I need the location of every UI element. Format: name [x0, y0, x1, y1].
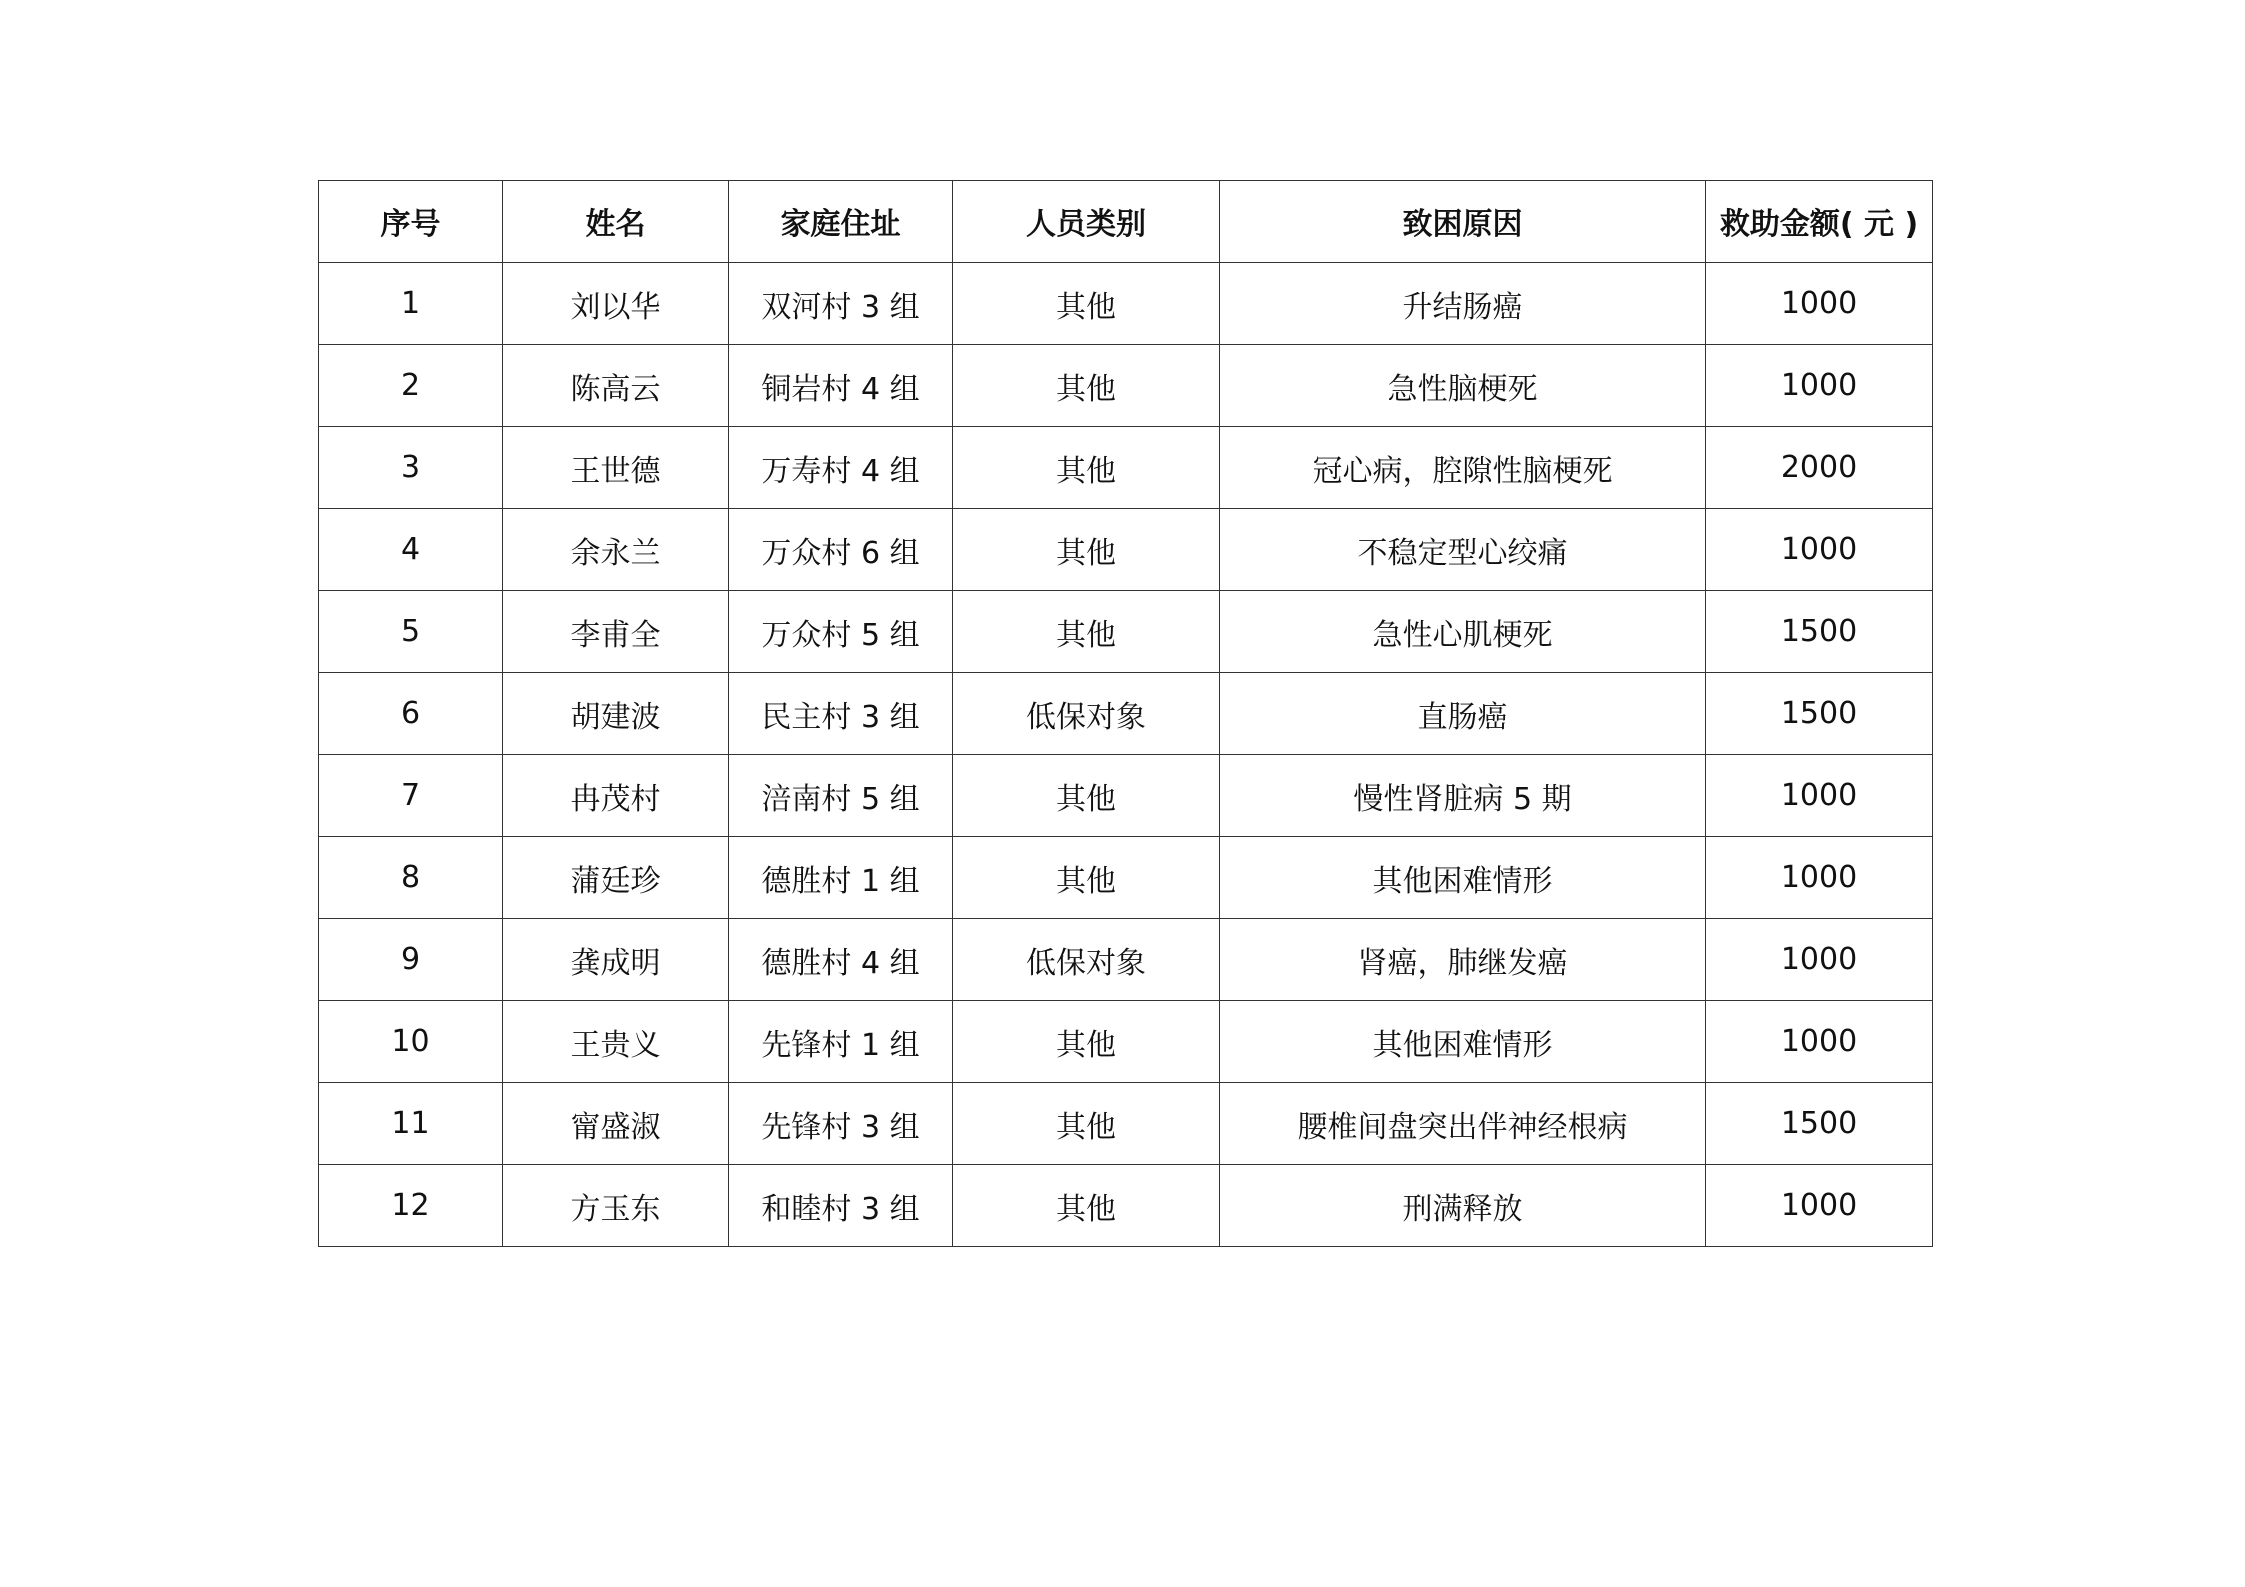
cell-cause-of-hardship: 腰椎间盘突出伴神经根病: [1220, 1083, 1706, 1165]
cell-name: 陈高云: [503, 345, 729, 427]
cell-home-address: 德胜村 4 组: [729, 919, 953, 1001]
cell-home-address: 万寿村 4 组: [729, 427, 953, 509]
cell-home-address: 先锋村 3 组: [729, 1083, 953, 1165]
header-relief-amount: 救助金额( 元 ): [1706, 181, 1933, 263]
cell-serial-number: 8: [319, 837, 503, 919]
table-header-row: [319, 181, 1933, 263]
cell-name: 胡建波: [503, 673, 729, 755]
cell-serial-number: 9: [319, 919, 503, 1001]
table-row: [319, 837, 1933, 919]
cell-cause-of-hardship: 急性脑梗死: [1220, 345, 1706, 427]
cell-home-address: 民主村 3 组: [729, 673, 953, 755]
table-row: [319, 591, 1933, 673]
cell-name: 蒲廷珍: [503, 837, 729, 919]
cell-serial-number: 10: [319, 1001, 503, 1083]
cell-serial-number: 4: [319, 509, 503, 591]
cell-person-category: 低保对象: [953, 919, 1220, 1001]
table-row: [319, 263, 1933, 345]
table-row: [319, 1165, 1933, 1247]
header-serial-number: 序号: [319, 181, 503, 263]
cell-relief-amount: 1000: [1706, 837, 1933, 919]
cell-serial-number: 5: [319, 591, 503, 673]
cell-person-category: 其他: [953, 591, 1220, 673]
table-row: [319, 1083, 1933, 1165]
cell-relief-amount: 1000: [1706, 509, 1933, 591]
cell-relief-amount: 1000: [1706, 1165, 1933, 1247]
cell-person-category: 其他: [953, 427, 1220, 509]
cell-person-category: 其他: [953, 755, 1220, 837]
cell-name: 李甫全: [503, 591, 729, 673]
cell-name: 王贵义: [503, 1001, 729, 1083]
header-cause-of-hardship: 致困原因: [1220, 181, 1706, 263]
cell-relief-amount: 1000: [1706, 1001, 1933, 1083]
table-row: [319, 509, 1933, 591]
cell-cause-of-hardship: 其他困难情形: [1220, 837, 1706, 919]
cell-relief-amount: 1000: [1706, 345, 1933, 427]
cell-person-category: 其他: [953, 1083, 1220, 1165]
cell-serial-number: 12: [319, 1165, 503, 1247]
cell-relief-amount: 1500: [1706, 673, 1933, 755]
table-row: [319, 755, 1933, 837]
cell-relief-amount: 1500: [1706, 591, 1933, 673]
cell-home-address: 万众村 5 组: [729, 591, 953, 673]
table-row: [319, 1001, 1933, 1083]
cell-name: 方玉东: [503, 1165, 729, 1247]
cell-serial-number: 7: [319, 755, 503, 837]
table-row: [319, 427, 1933, 509]
cell-person-category: 其他: [953, 1001, 1220, 1083]
cell-cause-of-hardship: 急性心肌梗死: [1220, 591, 1706, 673]
cell-home-address: 铜岩村 4 组: [729, 345, 953, 427]
cell-home-address: 先锋村 1 组: [729, 1001, 953, 1083]
cell-person-category: 其他: [953, 1165, 1220, 1247]
cell-serial-number: 2: [319, 345, 503, 427]
cell-home-address: 双河村 3 组: [729, 263, 953, 345]
cell-cause-of-hardship: 其他困难情形: [1220, 1001, 1706, 1083]
cell-home-address: 万众村 6 组: [729, 509, 953, 591]
table-row: [319, 673, 1933, 755]
cell-person-category: 低保对象: [953, 673, 1220, 755]
cell-serial-number: 3: [319, 427, 503, 509]
cell-relief-amount: 1000: [1706, 263, 1933, 345]
cell-cause-of-hardship: 不稳定型心绞痛: [1220, 509, 1706, 591]
header-name: 姓名: [503, 181, 729, 263]
cell-relief-amount: 2000: [1706, 427, 1933, 509]
cell-name: 余永兰: [503, 509, 729, 591]
cell-person-category: 其他: [953, 345, 1220, 427]
header-person-category: 人员类别: [953, 181, 1220, 263]
cell-name: 王世德: [503, 427, 729, 509]
cell-name: 甯盛淑: [503, 1083, 729, 1165]
cell-name: 龚成明: [503, 919, 729, 1001]
cell-home-address: 涪南村 5 组: [729, 755, 953, 837]
cell-serial-number: 1: [319, 263, 503, 345]
cell-cause-of-hardship: 冠心病，腔隙性脑梗死: [1220, 427, 1706, 509]
relief-recipients-table: [318, 180, 1933, 1247]
cell-name: 冉茂村: [503, 755, 729, 837]
cell-person-category: 其他: [953, 263, 1220, 345]
cell-relief-amount: 1500: [1706, 1083, 1933, 1165]
table-row: [319, 345, 1933, 427]
cell-home-address: 德胜村 1 组: [729, 837, 953, 919]
cell-cause-of-hardship: 直肠癌: [1220, 673, 1706, 755]
cell-serial-number: 6: [319, 673, 503, 755]
cell-serial-number: 11: [319, 1083, 503, 1165]
table-body: [319, 263, 1933, 1247]
cell-name: 刘以华: [503, 263, 729, 345]
cell-cause-of-hardship: 升结肠癌: [1220, 263, 1706, 345]
cell-home-address: 和睦村 3 组: [729, 1165, 953, 1247]
cell-person-category: 其他: [953, 837, 1220, 919]
cell-cause-of-hardship: 肾癌，肺继发癌: [1220, 919, 1706, 1001]
cell-relief-amount: 1000: [1706, 919, 1933, 1001]
table-row: [319, 919, 1933, 1001]
cell-cause-of-hardship: 慢性肾脏病 5 期: [1220, 755, 1706, 837]
cell-relief-amount: 1000: [1706, 755, 1933, 837]
header-home-address: 家庭住址: [729, 181, 953, 263]
cell-cause-of-hardship: 刑满释放: [1220, 1165, 1706, 1247]
cell-person-category: 其他: [953, 509, 1220, 591]
